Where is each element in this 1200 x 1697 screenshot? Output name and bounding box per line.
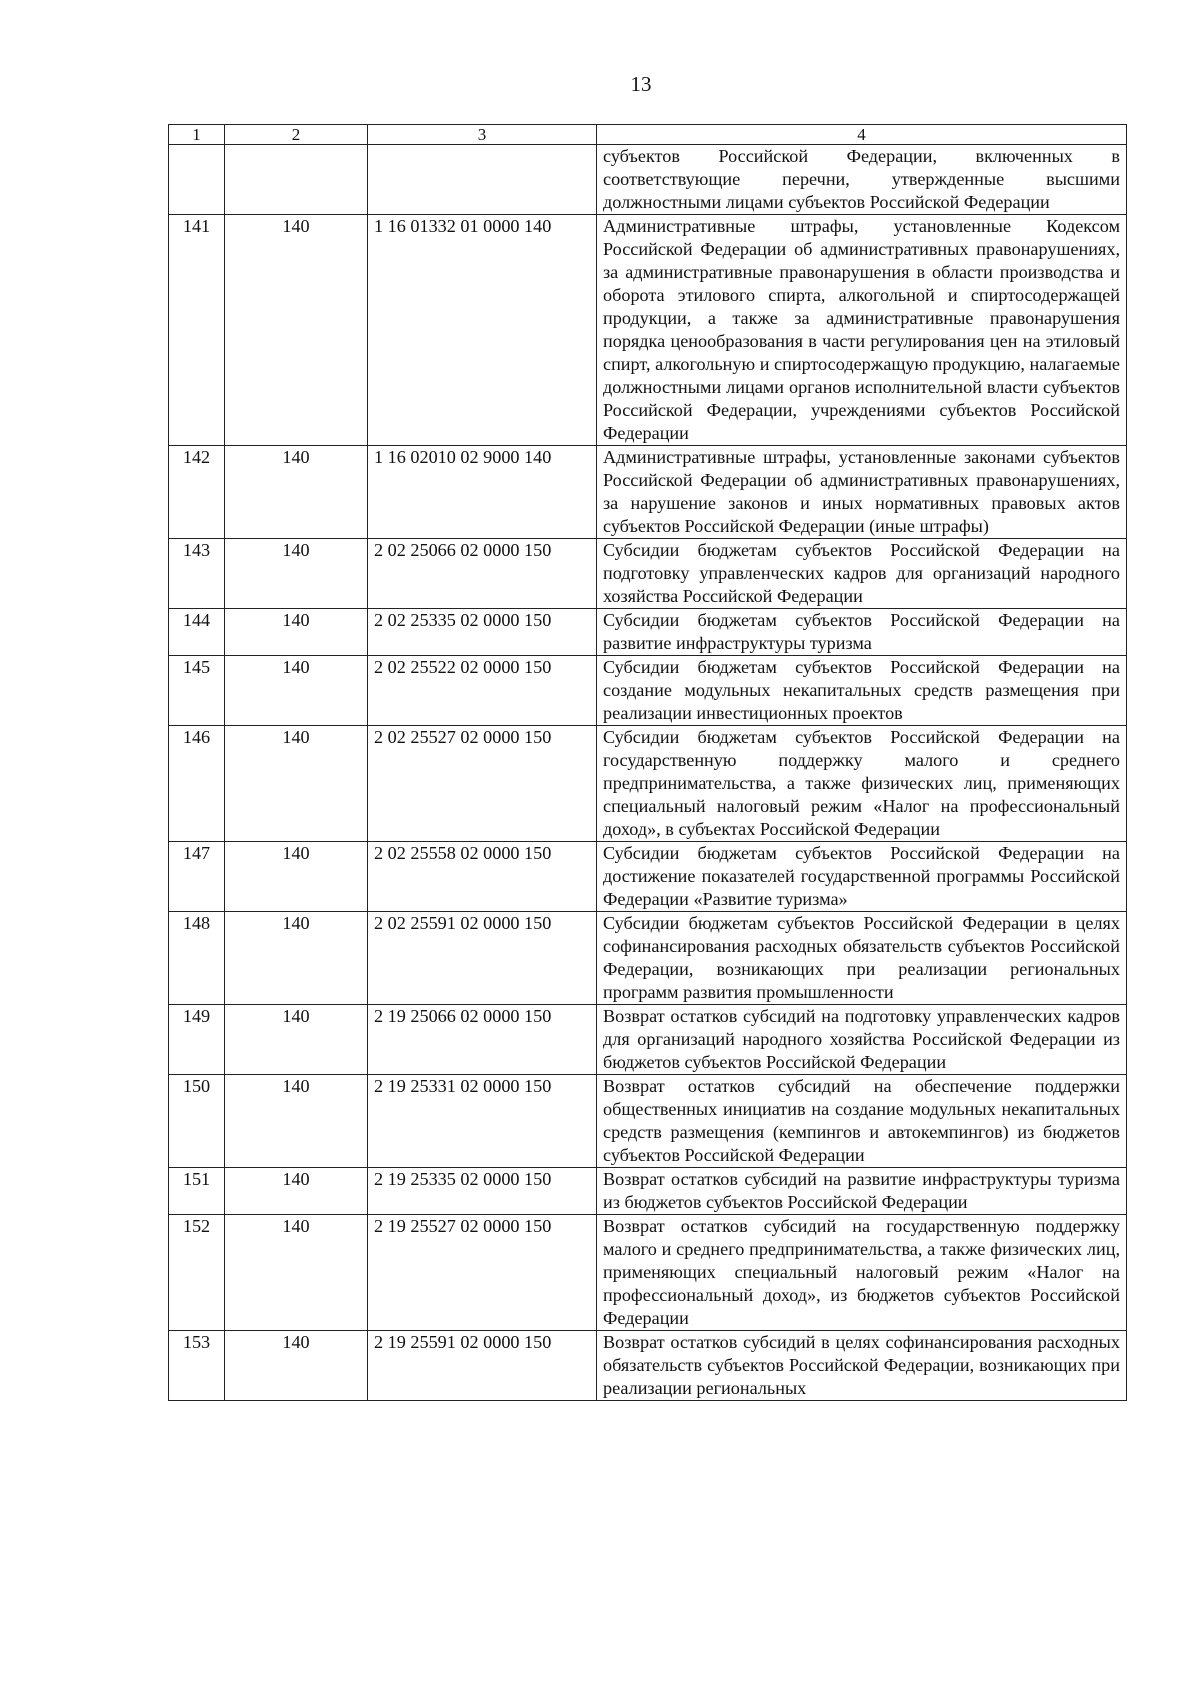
column-header-3: 3 xyxy=(368,125,597,145)
revenue-description: Субсидии бюджетам субъектов Российской Федерации на подготовку управленческих кадров для организаций народного хозяйства Российской Федерации xyxy=(597,539,1127,609)
revenue-description: Субсидии бюджетам субъектов Российской Федерации в целях софинансирования расходных обязательств субъектов Российской Федерации, возникающих при реализации региональных программ развития промышленности xyxy=(597,912,1127,1005)
admin-code: 140 xyxy=(225,842,368,912)
column-header-4: 4 xyxy=(597,125,1127,145)
revenue-description: Субсидии бюджетам субъектов Российской Федерации на создание модульных некапитальных средств размещения при реализации инвестиционных проектов xyxy=(597,656,1127,726)
table-row xyxy=(169,446,1127,539)
row-number xyxy=(169,145,225,215)
row-number: 148 xyxy=(169,912,225,1005)
row-number: 146 xyxy=(169,726,225,842)
table-row xyxy=(169,609,1127,656)
row-number: 151 xyxy=(169,1168,225,1215)
row-number: 143 xyxy=(169,539,225,609)
row-number: 150 xyxy=(169,1075,225,1168)
row-number: 141 xyxy=(169,215,225,446)
revenue-description: Административные штрафы, установленные законами субъектов Российской Федерации об административных правонарушениях, за нарушение законов и иных нормативных правовых актов субъектов Российской Федерации (иные штрафы) xyxy=(597,446,1127,539)
revenue-description: субъектов Российской Федерации, включенных в соответствующие перечни, утвержденные высшими должностными лицами субъектов Российской Федерации xyxy=(597,145,1127,215)
row-number: 142 xyxy=(169,446,225,539)
revenue-description: Административные штрафы, установленные Кодексом Российской Федерации об административных правонарушениях, за административные правонарушения в области производства и оборота этилового спирта, алкогольной и спиртосодержащей продукции, а также за административные правонарушения порядка ценообразования в части регулирования цен на этиловый спирт, алкогольную и спиртосодержащую продукцию, налагаемые должностными лицами органов исполнительной власти субъектов Российской Федерации, учреждениями субъектов Российской Федерации xyxy=(597,215,1127,446)
budget-classification-code: 2 02 25066 02 0000 150 xyxy=(368,539,597,609)
admin-code: 140 xyxy=(225,539,368,609)
revenue-codes-table xyxy=(168,124,1127,1401)
table-row xyxy=(169,539,1127,609)
admin-code: 140 xyxy=(225,656,368,726)
table-row xyxy=(169,1168,1127,1215)
budget-classification-code: 2 02 25527 02 0000 150 xyxy=(368,726,597,842)
column-header-1: 1 xyxy=(169,125,225,145)
row-number: 144 xyxy=(169,609,225,656)
budget-classification-code: 2 19 25331 02 0000 150 xyxy=(368,1075,597,1168)
table-row xyxy=(169,912,1127,1005)
revenue-description: Возврат остатков субсидий на подготовку управленческих кадров для организаций народного хозяйства Российской Федерации из бюджетов субъектов Российской Федерации xyxy=(597,1005,1127,1075)
admin-code: 140 xyxy=(225,215,368,446)
revenue-description: Возврат остатков субсидий на развитие инфраструктуры туризма из бюджетов субъектов Российской Федерации xyxy=(597,1168,1127,1215)
admin-code: 140 xyxy=(225,1331,368,1401)
row-number: 147 xyxy=(169,842,225,912)
row-number: 153 xyxy=(169,1331,225,1401)
table-row xyxy=(169,726,1127,842)
revenue-description: Субсидии бюджетам субъектов Российской Федерации на государственную поддержку малого и среднего предпринимательства, а также физических лиц, применяющих специальный налоговый режим «Налог на профессиональный доход», в субъектах Российской Федерации xyxy=(597,726,1127,842)
budget-classification-code: 1 16 01332 01 0000 140 xyxy=(368,215,597,446)
table-row xyxy=(169,656,1127,726)
budget-classification-code: 2 19 25591 02 0000 150 xyxy=(368,1331,597,1401)
revenue-description: Субсидии бюджетам субъектов Российской Федерации на развитие инфраструктуры туризма xyxy=(597,609,1127,656)
budget-classification-code: 2 02 25522 02 0000 150 xyxy=(368,656,597,726)
admin-code: 140 xyxy=(225,912,368,1005)
table-row xyxy=(169,1075,1127,1168)
row-number: 149 xyxy=(169,1005,225,1075)
column-number-row xyxy=(169,125,1127,145)
budget-classification-code: 1 16 02010 02 9000 140 xyxy=(368,446,597,539)
budget-classification-code: 2 02 25591 02 0000 150 xyxy=(368,912,597,1005)
table-row xyxy=(169,1331,1127,1401)
revenue-description: Возврат остатков субсидий в целях софинансирования расходных обязательств субъектов Российской Федерации, возникающих при реализации региональных xyxy=(597,1331,1127,1401)
admin-code: 140 xyxy=(225,1168,368,1215)
column-header-2: 2 xyxy=(225,125,368,145)
budget-classification-code: 2 02 25558 02 0000 150 xyxy=(368,842,597,912)
row-number: 145 xyxy=(169,656,225,726)
revenue-description: Субсидии бюджетам субъектов Российской Федерации на достижение показателей государственной программы Российской Федерации «Развитие туризма» xyxy=(597,842,1127,912)
budget-classification-code: 2 02 25335 02 0000 150 xyxy=(368,609,597,656)
budget-classification-code: 2 19 25066 02 0000 150 xyxy=(368,1005,597,1075)
admin-code: 140 xyxy=(225,1075,368,1168)
admin-code: 140 xyxy=(225,1215,368,1331)
table-row xyxy=(169,1215,1127,1331)
budget-classification-code xyxy=(368,145,597,215)
admin-code: 140 xyxy=(225,1005,368,1075)
admin-code: 140 xyxy=(225,446,368,539)
page-number: 13 xyxy=(630,72,652,96)
budget-classification-code: 2 19 25527 02 0000 150 xyxy=(368,1215,597,1331)
table-row xyxy=(169,842,1127,912)
table-row xyxy=(169,145,1127,215)
revenue-description: Возврат остатков субсидий на государственную поддержку малого и среднего предпринимательства, а также физических лиц, применяющих специальный налоговый режим «Налог на профессиональный доход», из бюджетов субъектов Российской Федерации xyxy=(597,1215,1127,1331)
revenue-description: Возврат остатков субсидий на обеспечение поддержки общественных инициатив на создание модульных некапитальных средств размещения (кемпингов и автокемпингов) из бюджетов субъектов Российской Федерации xyxy=(597,1075,1127,1168)
budget-classification-code: 2 19 25335 02 0000 150 xyxy=(368,1168,597,1215)
table-row xyxy=(169,1005,1127,1075)
admin-code: 140 xyxy=(225,609,368,656)
table-row xyxy=(169,215,1127,446)
admin-code: 140 xyxy=(225,726,368,842)
admin-code xyxy=(225,145,368,215)
row-number: 152 xyxy=(169,1215,225,1331)
